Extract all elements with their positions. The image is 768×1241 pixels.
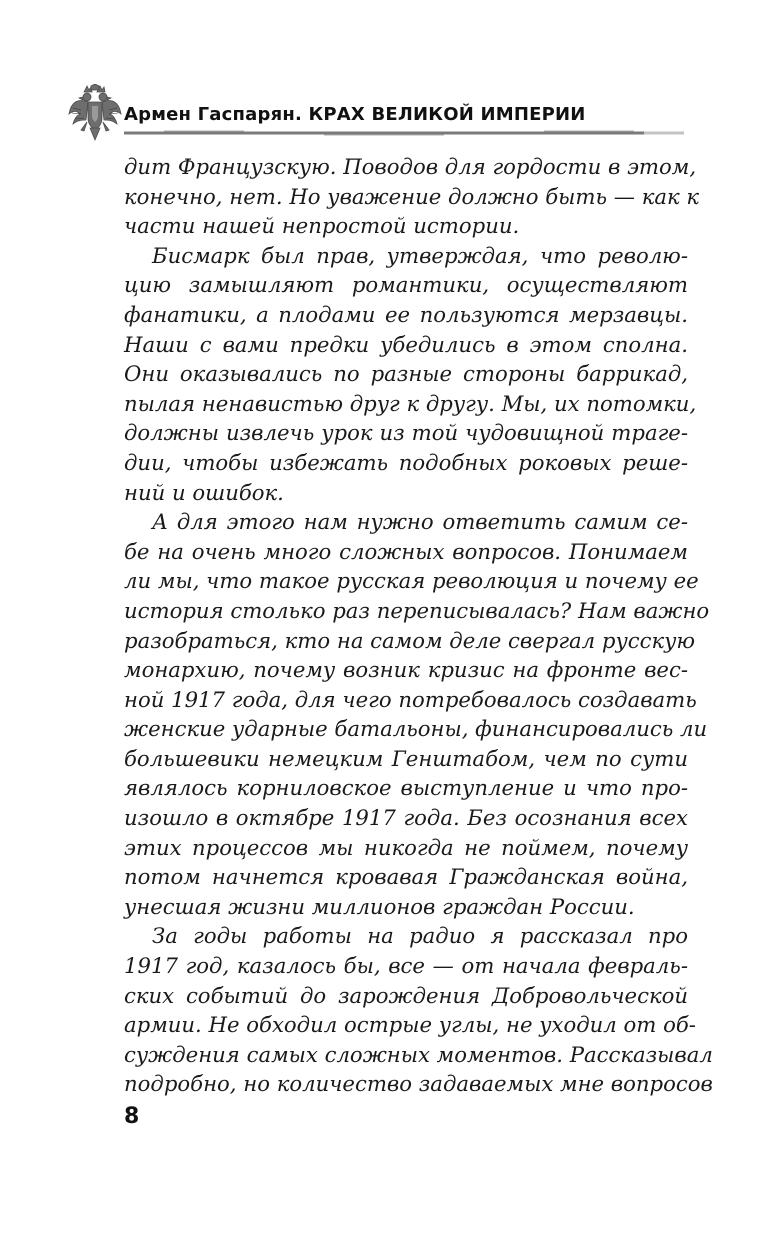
text-line: армии. Не обходил острые углы, не уходил от об- [124, 1012, 696, 1038]
text-line: конечно, нет. Но уважение должно быть — как к [124, 183, 700, 209]
text-line: цию замышляют романтики, осуществляют [124, 272, 688, 298]
text-line: ной 1917 года, для чего потребовалось создавать [124, 686, 697, 712]
text-line: ских событий до зарождения Добровольческой [124, 982, 688, 1008]
text-line: За годы работы на радио я рассказал про [152, 923, 688, 949]
text-line: дит Французскую. Поводов для гордости в этом, [124, 154, 697, 179]
text-line: пылая ненавистью друг к другу. Мы, их потомки, [124, 390, 697, 416]
text-line: должны извлечь урок из той чудовищной траге- [124, 420, 688, 446]
text-line: 1917 год, казалось бы, все — от начала февраль- [124, 953, 688, 979]
text-line: бе на очень много сложных вопросов. Понимаем [124, 538, 688, 564]
text-line: ли мы, что такое русская революция и почему ее [124, 568, 699, 594]
double-headed-eagle-emblem-icon [68, 84, 122, 144]
page-number: 8 [124, 1104, 140, 1129]
text-line: история столько раз переписывалась? Нам важно [124, 597, 710, 623]
text-line: монархию, почему возник кризис на фронте вес- [124, 657, 688, 683]
text-line: дии, чтобы избежать подобных роковых реше- [124, 449, 688, 475]
text-line: являлось корниловское выступление и что про- [124, 775, 688, 801]
text-line: большевики немецким Генштабом, чем по сути [124, 745, 688, 771]
header-title: Армен Гаспарян. КРАХ ВЕЛИКОЙ ИМПЕРИИ [124, 104, 586, 125]
text-line: этих процессов мы никогда не поймем, почему [124, 834, 688, 860]
text-line: А для этого нам нужно ответить самим се- [152, 509, 688, 535]
body-text [124, 152, 713, 1099]
text-line: потом начнется кровавая Гражданская война, [124, 864, 688, 890]
text-line: женские ударные батальоны, финансировались ли [124, 716, 708, 742]
text-line: Наши с вами предки убедились в этом сполна. [124, 331, 688, 357]
text-line: части нашей непростой истории. [124, 213, 520, 239]
text-line: разобраться, кто на самом деле свергал русскую [124, 627, 696, 653]
header-rule-divider [124, 130, 684, 136]
text-line: Они оказывались по разные стороны баррикад, [124, 361, 688, 387]
running-header [68, 84, 688, 148]
text-line: суждения самых сложных моментов. Рассказывал [124, 1041, 713, 1067]
text-line: ний и ошибок. [124, 479, 284, 505]
text-line: фанатики, а плодами ее пользуются мерзавцы. [124, 301, 688, 327]
text-line: подробно, но количество задаваемых мне вопросов [124, 1071, 713, 1097]
text-line: Бисмарк был прав, утверждая, что револю- [152, 242, 688, 268]
text-line: унесшая жизни миллионов граждан России. [124, 893, 635, 919]
text-line: изошло в октябре 1917 года. Без осознания всех [124, 805, 688, 831]
